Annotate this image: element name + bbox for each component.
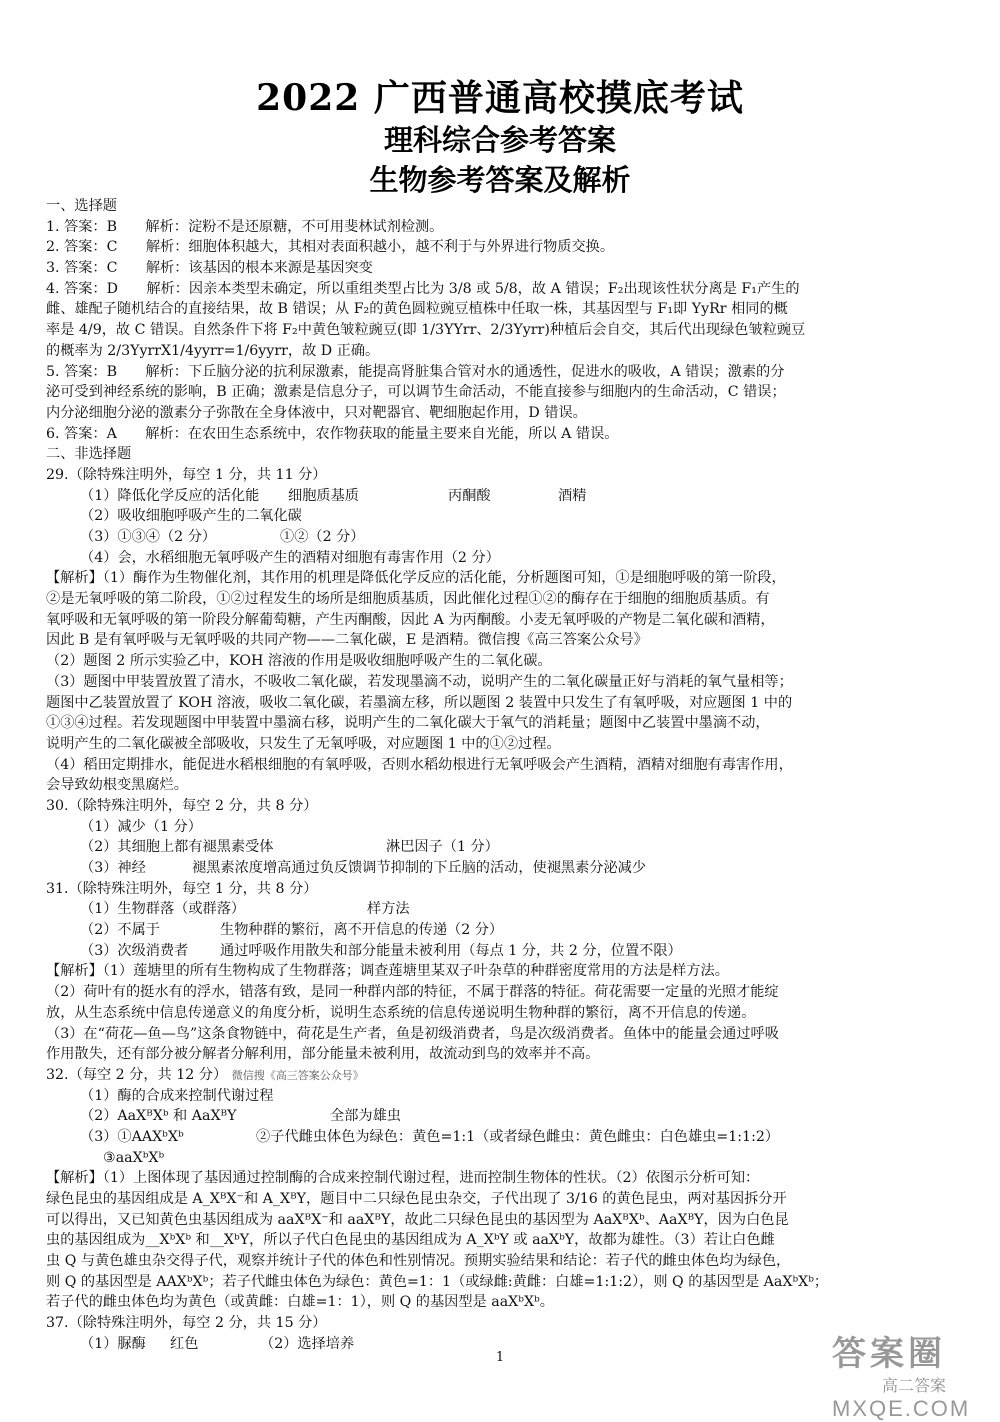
question-header-text: 32.（每空 2 分，共 12 分） — [46, 1066, 228, 1083]
answer-cell: （3）①AAXᵇXᵇ — [80, 1128, 184, 1145]
question-header: 37.（除特殊注明外，每空 2 分，共 15 分） — [46, 1315, 327, 1332]
answer-cell: （2）选择培养 — [260, 1335, 355, 1352]
analysis-line: 绿色昆虫的基因组成是 A_XᴮX⁻和 A_XᴮY，题目中二只绿色昆虫杂交，子代出现了 3/16 的黄色昆虫，两对基因拆分开 — [46, 1191, 787, 1207]
answer-cell: 淋巴因子（1 分） — [386, 839, 499, 856]
question-header — [46, 1065, 956, 1086]
analysis-line: （4）稻田定期排水，能促进水稻根细胞的有氧呼吸，否则水稻幼根进行无氧呼吸会产生酒精，酒精对细胞有毒害作用， — [46, 756, 793, 773]
answer-row — [46, 899, 956, 920]
answer-cell: （2）不属于 — [80, 922, 160, 939]
analysis-line: 氧呼吸和无氧呼吸的第一阶段分解葡萄糖，产生丙酮酸，因此 A 为丙酮酸。小麦无氧呼吸的产物是二氧化碳和酒精， — [46, 611, 775, 628]
answer-line: 内分泌细胞分泌的激素分子弥散在全身体液中，只对靶器官、靶细胞起作用，D 错误。 — [46, 404, 587, 421]
answer-row: ③aaXᵇXᵇ — [103, 1149, 165, 1166]
question-header: 30.（除特殊注明外，每空 2 分，共 8 分） — [46, 797, 318, 814]
wechat-note: 微信搜《高三答案公众号》 — [231, 1068, 364, 1082]
answer-row: （4）会，水稻细胞无氧呼吸产生的酒精对细胞有毒害作用（2 分） — [80, 549, 500, 566]
answer-cell: （3）①③④（2 分） — [80, 529, 217, 545]
answer-cell: （1）生物群落（或群落） — [80, 901, 246, 918]
analysis-line: （3）在“荷花—鱼—鸟”这条食物链中，荷花是生产者，鱼是初级消费者，鸟是次级消费者。鱼体中的能量会通过呼吸 — [46, 1025, 779, 1042]
answer-cell: 细胞质基质 — [288, 487, 359, 504]
answer-line: 6. 答案：A 解析：在农田生态系统中，农作物获取的能量主要来自光能，所以 A 错误。 — [46, 425, 619, 442]
answer-row — [46, 1106, 956, 1127]
analysis-line: 【解析】（1）上图体现了基因通过控制酶的合成来控制代谢过程，进而控制生物体的性状。（2）依图示分析可知： — [46, 1170, 760, 1187]
page-number: 1 — [495, 1350, 505, 1365]
question-header: 29.（除特殊注明外，每空 1 分，共 11 分） — [46, 466, 327, 483]
answer-row — [46, 858, 956, 879]
analysis-line: 虫 Q 与黄色雄虫杂交得子代，观察并统计子代的体色和性别情况。预期实验结果和结论：若子代的雌虫体色均为绿色， — [46, 1253, 791, 1270]
answer-cell: 生物种群的繁衍，离不开信息的传递（2 分） — [220, 922, 504, 939]
analysis-line: 可以得出，又已知黄色虫基因组成为 aaXᴮX⁻和 aaXᴮY，故此二只绿色昆虫的基因型为 AaXᴮXᵇ、AaXᴮY，因为白色昆 — [46, 1211, 789, 1228]
answer-line: 3. 答案：C 解析：该基因的根本来源是基因突变 — [46, 260, 373, 277]
analysis-line: 放，从生态系统中信息传递意义的角度分析，说明生态系统的信息传递说明生物种群的繁衍，离不开信息的传递。 — [46, 1004, 756, 1021]
watermark-logo-text: 答案圈 — [832, 1334, 946, 1374]
answer-row — [46, 527, 956, 548]
answer-cell: ①②（2 分） — [280, 529, 365, 545]
answer-cell: （1）降低化学反应的活化能 — [80, 487, 260, 504]
analysis-line: 若子代的雌虫体色均为黄色（或黄雌：白雄=1：1），则 Q 的基因型是 aaXᵇXᵇ。 — [46, 1294, 554, 1311]
answer-cell: （2）其细胞上都有褪黑素受体 — [80, 839, 274, 856]
exam-title: 2022 广西普通高校摸底考试 — [256, 77, 744, 119]
answer-cell: （3）次级消费者 — [80, 942, 189, 959]
analysis-line: 会导致幼根变黑腐烂。 — [46, 777, 188, 794]
exam-subtitle: 理科综合参考答案 — [383, 123, 616, 157]
answer-cell: ②子代雌虫体色为绿色：黄色=1:1（或者绿色雌虫：黄色雌虫：白色雄虫=1:1:2） — [256, 1128, 780, 1145]
analysis-line: （3）题图中甲装置放置了清水，不吸收二氧化碳，若发现墨滴不动，说明产生的二氧化碳量正好与消耗的氧气量相等； — [46, 673, 793, 690]
answer-cell: 样方法 — [367, 901, 410, 918]
answer-cell: （1）脲酶 — [80, 1335, 146, 1352]
analysis-line: 因此 B 是有氧呼吸与无氧呼吸的共同产物——二氧化碳，E 是酒精。微信搜《高三答案公众号》 — [46, 632, 648, 649]
analysis-line: （2）荷叶有的挺水有的浮水，错落有致，是同一种群内部的特征，不属于群落的特征。荷花需要一定量的光照才能绽 — [46, 984, 779, 1001]
section-title: 生物参考答案及解析 — [369, 163, 631, 197]
analysis-line: 作用散失，还有部分被分解者分解利用，部分能量未被利用，故流动到鸟的效率并不高。 — [46, 1046, 600, 1063]
analysis-line: 【解析】（1）莲塘里的所有生物构成了生物群落；调查莲塘里某双子叶杂草的种群密度常用的方法是样方法。 — [46, 963, 729, 980]
answer-row — [46, 920, 956, 941]
answer-row: （2）吸收细胞呼吸产生的二氧化碳 — [80, 508, 302, 525]
section-heading: 一、选择题 — [46, 198, 117, 214]
watermark-domain: MXQE.COM — [832, 1396, 971, 1421]
answer-cell: 酒精 — [558, 487, 587, 504]
answer-line: 的概率为 2/3YyrrX1/4yyrr=1/6yyrr，故 D 正确。 — [46, 342, 380, 359]
site-watermark-logo — [832, 1326, 982, 1421]
answer-cell: 红色 — [170, 1335, 199, 1352]
analysis-line: 题图中乙装置放置了 KOH 溶液，吸收二氧化碳，若墨滴左移，所以题图 2 装置中只发生了有氧呼吸，对应题图 1 中的 — [46, 694, 793, 711]
analysis-line: 说明产生的二氧化碳被全部吸收，只发生了无氧呼吸，对应题图 1 中的①②过程。 — [46, 735, 561, 752]
answer-row: （1）减少（1 分） — [80, 818, 202, 835]
answer-row — [46, 941, 956, 962]
answer-row — [46, 1127, 956, 1148]
answer-cell: 通过呼吸作用散失和部分能量未被利用（每点 1 分，共 2 分，位置不限） — [220, 942, 682, 959]
answer-line: 雌、雄配子随机结合的直接结果，故 B 错误；从 F₂的黄色圆粒豌豆植株中任取一株，其基因型与 F₁即 YyRr 相同的概 — [46, 301, 788, 318]
answer-line: 4. 答案：D 解析：因亲本类型未确定，所以重组类型占比为 3/8 或 5/8，故 A 错误；F₂出现该性状分离是 F₁产生的 — [46, 280, 800, 297]
watermark-caption: 高二答案 — [882, 1376, 947, 1395]
answer-row — [46, 837, 956, 858]
analysis-line: 则 Q 的基因型是 AAXᵇXᵇ；若子代雌虫体色为绿色：黄色=1：1（或绿雌:黄雌：白雄=1:1:2），则 Q 的基因型是 AaXᵇXᵇ； — [46, 1273, 829, 1290]
analysis-line: 【解析】（1）酶作为生物催化剂，其作用的机理是降低化学反应的活化能，分析题图可知，①是细胞呼吸的第一阶段， — [46, 570, 786, 587]
answer-cell: 全部为雄虫 — [330, 1108, 401, 1125]
section-heading: 二、非选择题 — [46, 446, 132, 463]
answer-cell: （2）AaXᴮXᵇ 和 AaXᴮY — [80, 1108, 237, 1125]
answer-line: 率是 4/9，故 C 错误。自然条件下将 F₂中黄色皱粒豌豆(即 1/3YYrr、2/3Yyrr)种植后会自交，其后代出现绿色皱粒豌豆 — [46, 322, 806, 339]
answer-line: 1. 答案：B 解析：淀粉不是还原糖，不可用斐林试剂检测。 — [46, 218, 444, 235]
answer-cell: （3）神经 — [80, 860, 146, 876]
analysis-line: ②是无氧呼吸的第二阶段，①②过程发生的场所是细胞质基质，因此催化过程①②的酶存在于细胞的细胞质基质。有 — [46, 591, 770, 608]
answer-cell: 丙酮酸 — [448, 487, 491, 504]
answer-body — [46, 196, 956, 1355]
answer-row: （1）酶的合成来控制代谢过程 — [80, 1087, 274, 1104]
analysis-line: 虫的基因组成为__XᵇXᵇ 和__XᵇY，所以子代白色昆虫的基因组成为 A_XᵇY 或 aaXᵇY，故都为雄性。（3）若让白色雌 — [46, 1232, 775, 1249]
answer-cell: 褪黑素浓度增高通过负反馈调节抑制的下丘脑的活动，使褪黑素分泌减少 — [192, 860, 647, 876]
question-header: 31.（除特殊注明外，每空 1 分，共 8 分） — [46, 880, 318, 897]
answer-line: 泌可受到神经系统的影响，B 正确；激素是信息分子，可以调节生命活动，不能直接参与细胞内的生命活动，C 错误； — [46, 384, 786, 401]
analysis-line: （2）题图 2 所示实验乙中，KOH 溶液的作用是吸收细胞呼吸产生的二氧化碳。 — [46, 653, 552, 670]
answer-row — [46, 486, 956, 507]
analysis-line: ①③④过程。若发现题图中甲装置中墨滴右移，说明产生的二氧化碳大于氧气的消耗量；题图中乙装置中墨滴不动， — [46, 715, 770, 732]
answer-line: 2. 答案：C 解析：细胞体积越大，其相对表面积越小，越不利于与外界进行物质交换。 — [46, 239, 615, 256]
answer-line: 5. 答案：B 解析：下丘脑分泌的抗利尿激素，能提高肾脏集合管对水的通透性，促进水的吸收，A 错误；激素的分 — [46, 363, 785, 380]
